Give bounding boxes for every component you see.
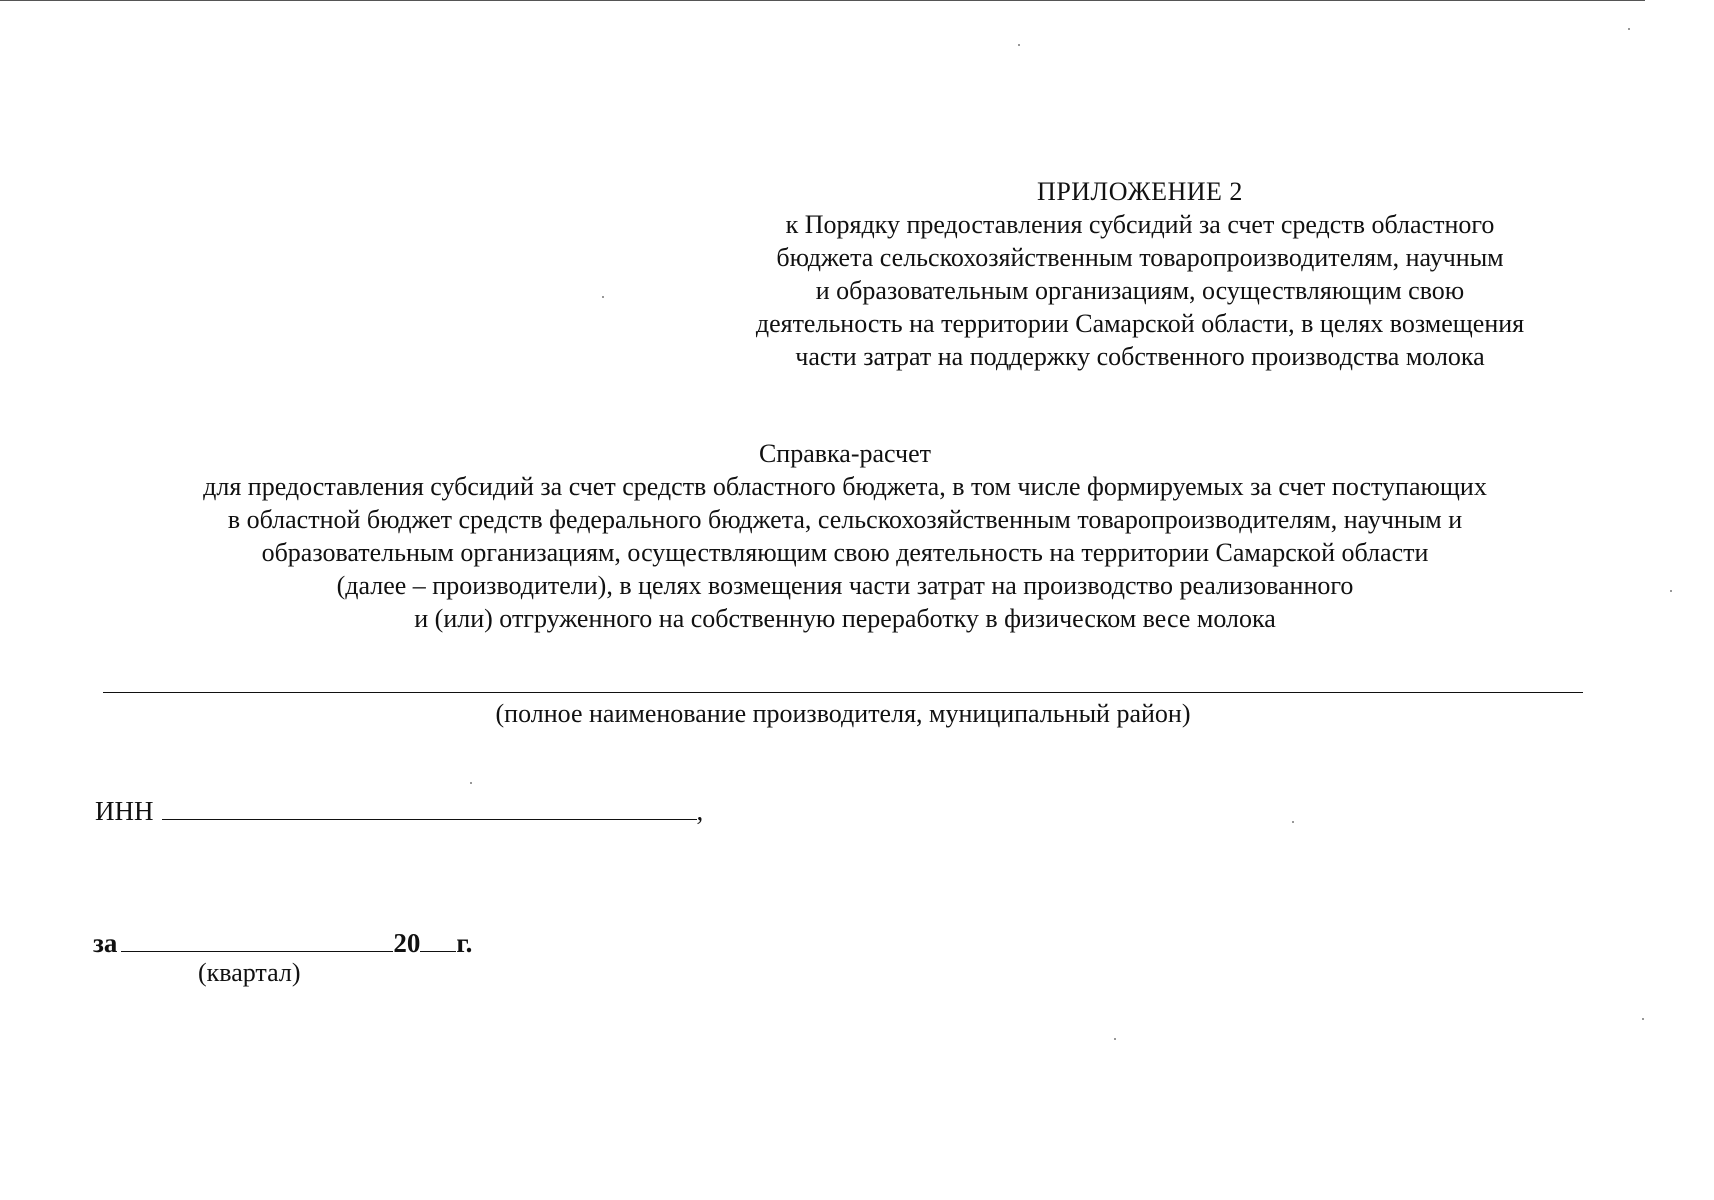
producer-name-caption: (полное наименование производителя, муниципальный район) [495,699,1191,728]
scan-speck [1018,44,1020,46]
scan-speck [1642,1018,1644,1020]
appendix-line: части затрат на поддержку собственного производства молока [795,342,1485,371]
appendix-block [700,175,1580,373]
appendix-line: бюджета сельскохозяйственным товаропроизводителям, научным [776,243,1504,272]
document-title-block [100,437,1590,635]
appendix-heading: ПРИЛОЖЕНИЕ 2 [1037,177,1243,206]
scan-speck [602,296,604,298]
period-row [93,925,472,960]
year-suffix: г. [456,928,473,958]
document-subtitle-line: и (или) отгруженного на собственную переработку в физическом весе молока [414,604,1276,633]
scan-speck [470,782,472,784]
year-field[interactable] [420,925,456,952]
document-subtitle-line: в областной бюджет средств федерального бюджета, сельскохозяйственным товаропроизводителям, научным и [227,505,1463,534]
quarter-caption: (квартал) [198,958,301,987]
inn-suffix: , [696,796,704,826]
period-prefix: за [93,928,118,958]
year-prefix: 20 [393,928,421,958]
document-title: Справка-расчет [758,439,932,468]
inn-field[interactable] [162,793,697,820]
top-edge-line [0,0,1645,1]
document-subtitle-line: для предоставления субсидий за счет средств областного бюджета, в том числе формируемых за счет поступающих [203,472,1487,501]
document-subtitle-line: (далее – производители), в целях возмещения части затрат на производство реализованного [336,571,1354,600]
appendix-line: деятельность на территории Самарской области, в целях возмещения [755,309,1525,338]
scan-speck [1114,1038,1116,1040]
producer-name-field[interactable] [103,692,1583,693]
inn-row [95,793,703,828]
scan-speck [1292,821,1294,823]
appendix-line: и образовательным организациям, осуществляющим свою [815,276,1465,305]
quarter-field[interactable] [121,925,393,952]
appendix-line: к Порядку предоставления субсидий за счет средств областного [785,210,1495,239]
document-subtitle-line: образовательным организациям, осуществляющим свою деятельность на территории Самарской области [261,538,1429,567]
scan-speck [1670,590,1672,592]
scan-speck [1628,28,1630,30]
inn-label: ИНН [95,796,154,826]
